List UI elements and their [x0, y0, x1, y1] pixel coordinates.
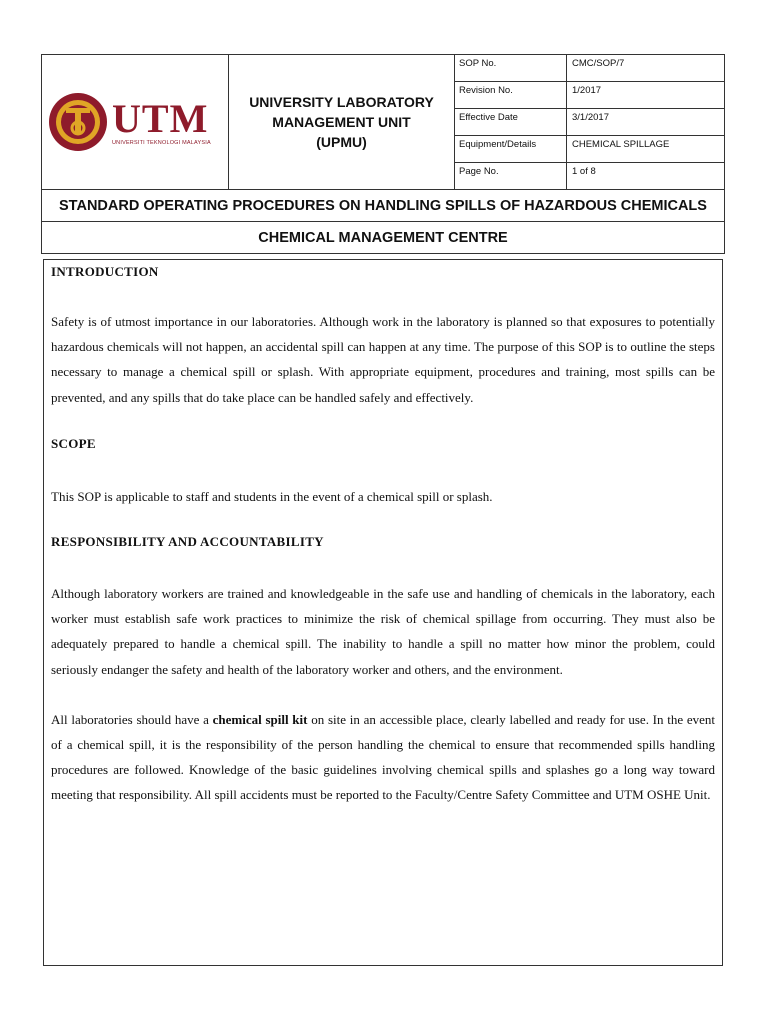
utm-logo [42, 92, 228, 152]
unit-name [229, 55, 455, 190]
unit-line-1: UNIVERSITY LABORATORY [249, 94, 434, 110]
document-title: STANDARD OPERATING PROCEDURES ON HANDLING SPILLS OF HAZARDOUS CHEMICALS [42, 190, 725, 222]
logo-subtext: UNIVERSITI TEKNOLOGI MALAYSIA [112, 139, 211, 146]
meta-value: 3/1/2017 [567, 109, 725, 136]
scope-heading: SCOPE [51, 435, 96, 451]
meta-key: SOP No. [455, 55, 567, 82]
meta-value: CHEMICAL SPILLAGE [567, 136, 725, 163]
responsibility-paragraph: Although laboratory workers are trained and knowledgeable in the safe use and handling of chemicals in the laboratory, each worker must establish safe work practices to minimize the risk of chemical spillage from occurring. They must also be adequately prepared to handle a chemical spill. The inability to handle a spill no matter how minor the problem, could seriously endanger the safety and health of the laboratory worker and others, and the environment. [51, 586, 715, 677]
spill-kit-paragraph [51, 707, 715, 808]
centre-name: CHEMICAL MANAGEMENT CENTRE [42, 222, 725, 254]
spill-kit-emphasis: chemical spill kit [212, 711, 308, 727]
unit-line-2: MANAGEMENT UNIT [272, 114, 411, 130]
meta-value: 1/2017 [567, 82, 725, 109]
meta-key: Equipment/Details [455, 136, 567, 163]
logo-cell [42, 55, 229, 190]
intro-paragraph: Safety is of utmost importance in our laboratories. Although work in the laboratory is planned so that exposures to potentially hazardous chemicals will not happen, an accidental spill can happen at any time. The purpose of this SOP is to outline the steps necessary to manage a chemical spill or splash. With appropriate equipment, procedures and training, most spills can be prevented, and any spills that do take place can be handled safely and effectively. [51, 314, 715, 405]
unit-line-3: (UPMU) [316, 134, 367, 150]
spill-kit-text-post: on site in an accessible place, clearly labelled and ready for use. In the event of a chemical spill, it is the responsibility of the person handling the chemical to ensure that recommended spills handling procedures are followed. Knowledge of the basic guidelines involving chemical spills and splashes go a long way toward meeting that responsibility. All spill accidents must be reported to the Faculty/Centre Safety Committee and UTM OSHE Unit. [51, 711, 716, 803]
meta-key: Page No. [455, 163, 567, 190]
utm-seal-icon [48, 92, 108, 152]
scope-paragraph: This SOP is applicable to staff and students in the event of a chemical spill or splash. [51, 488, 493, 504]
spill-kit-text-pre: All laboratories should have a [51, 711, 213, 727]
meta-value: 1 of 8 [567, 163, 725, 190]
document-body [43, 259, 723, 966]
document-header [41, 54, 725, 254]
logo-word: UTM [112, 95, 209, 141]
meta-key: Effective Date [455, 109, 567, 136]
meta-key: Revision No. [455, 82, 567, 109]
responsibility-heading: RESPONSIBILITY AND ACCOUNTABILITY [51, 534, 324, 550]
intro-heading: INTRODUCTION [51, 264, 159, 279]
meta-value: CMC/SOP/7 [567, 55, 725, 82]
